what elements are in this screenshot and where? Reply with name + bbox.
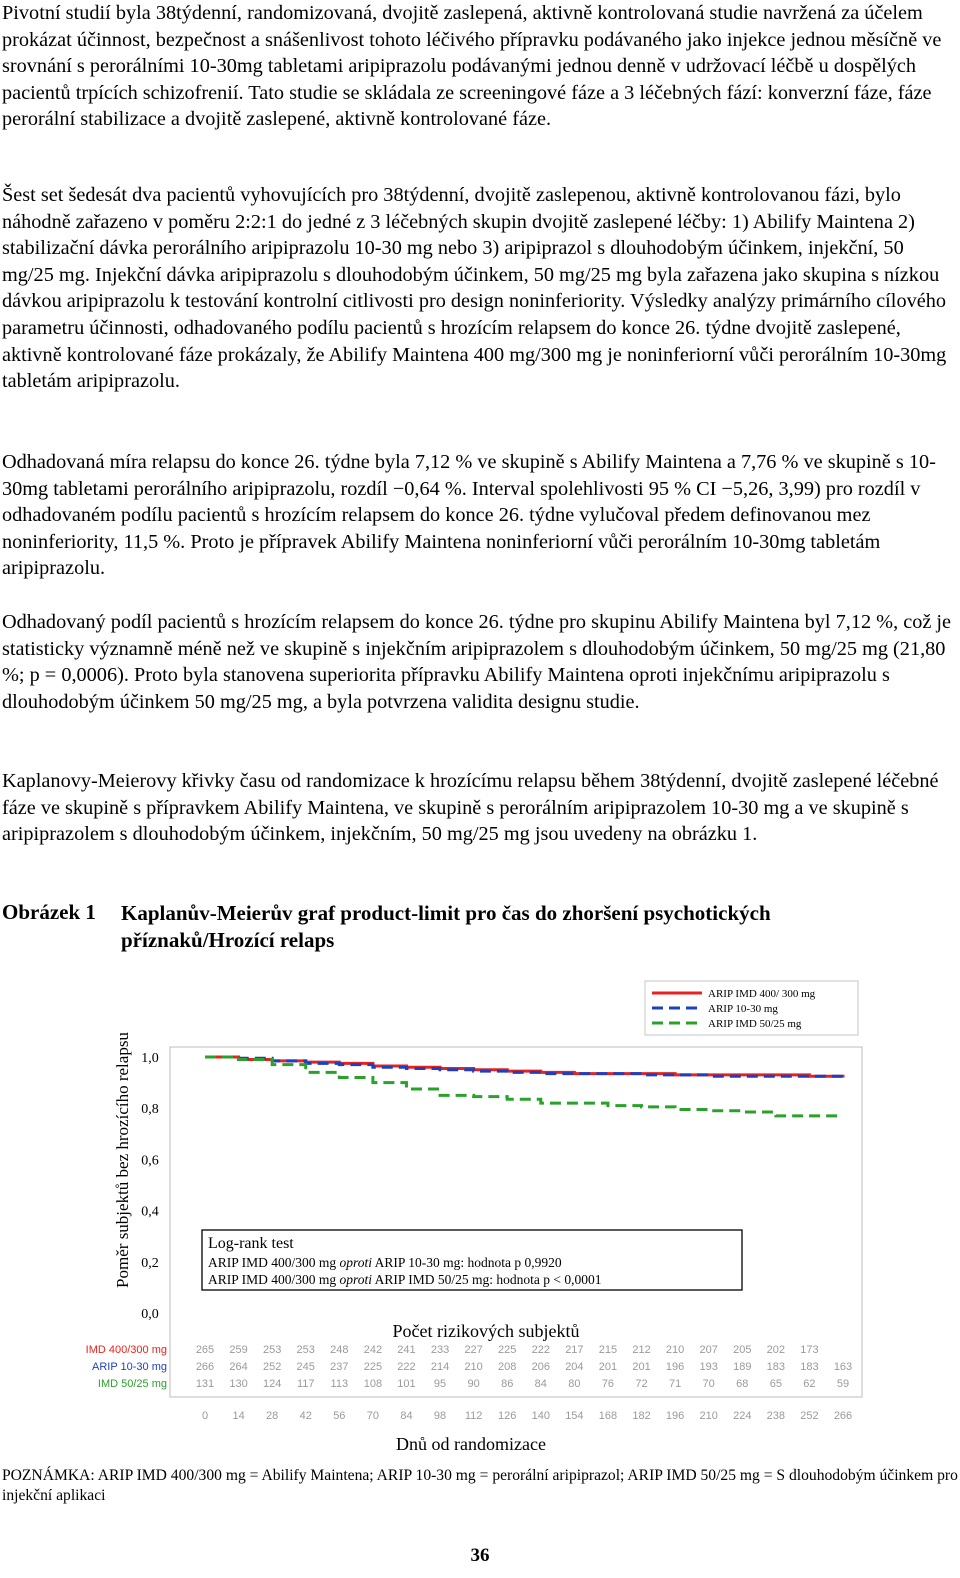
footnote: POZNÁMKA: ARIP IMD 400/300 mg = Abilify Maintena; ARIP 10-30 mg = perorální aripiprazol; ARIP IMD 50/25 mg = S dlouhodobým účinkem pro injekční aplikaci [2,1467,958,1504]
risk-cell: 113 [330,1378,349,1390]
risk-cell: 183 [766,1361,786,1373]
risk-cell: 189 [733,1361,752,1373]
risk-cell: 264 [229,1361,248,1373]
x-tick-labels [202,1410,852,1422]
risk-cell: 225 [363,1361,383,1373]
risk-cell: 227 [464,1344,483,1356]
risk-cell: 206 [531,1361,550,1373]
x-tick-label: 42 [299,1410,312,1422]
risk-cell: 70 [702,1378,715,1390]
risk-cell: 204 [565,1361,584,1373]
risk-cell: 210 [464,1361,483,1373]
risk-cell: 124 [262,1378,282,1390]
risk-cell: 205 [733,1344,752,1356]
risk-cell: 222 [531,1344,550,1356]
risk-cell: 201 [598,1361,618,1373]
x-tick-label: 168 [598,1410,618,1422]
x-tick-label: 98 [433,1410,447,1422]
y-axis-label: Poměr subjektů bez hrozícího relapsu [113,1032,132,1288]
risk-cell: 225 [498,1344,517,1356]
figure-title: Kaplanův-Meierův graf product-limit pro čas do zhoršení psychotických příznaků/Hrozící relaps [121,901,771,952]
x-axis-label: Dnů od randomizace [396,1434,546,1454]
y-tick-label: 0,6 [141,1153,159,1169]
risk-cell: 86 [501,1378,514,1390]
risk-cell: 76 [601,1378,615,1390]
km-curve-3 [205,1057,843,1116]
x-tick-label: 154 [565,1410,584,1422]
risk-cell: 265 [195,1344,215,1356]
x-tick-label: 196 [665,1410,685,1422]
risk-cell: 71 [668,1378,682,1390]
risk-cell: 131 [195,1378,215,1390]
risk-cell: 214 [430,1361,450,1373]
risk-cell: 84 [534,1378,547,1390]
x-tick-label: 0 [201,1410,209,1422]
risk-cell: 253 [262,1344,282,1356]
y-tick-label: 0,4 [141,1204,159,1220]
risk-cell: 266 [195,1361,215,1373]
y-tick-labels [141,1051,159,1322]
risk-cell: 237 [330,1361,349,1373]
km-chart [0,965,960,1465]
x-tick-label: 182 [632,1410,651,1422]
risk-cell: 130 [229,1378,248,1390]
risk-cell: 193 [699,1361,718,1373]
x-tick-label: 112 [464,1410,483,1422]
paragraph-2: Šest set šedesát dva pacientů vyhovujících pro 38týdenní, dvojitě zaslepenou, aktivně kontrolovanou fázi, bylo náhodně zařazeno v poměru 2:2:1 do jedné z 3 léčebných skupin dvojitě zaslepené léčby: 1) Abilify Maintena 2) stabilizační dávka perorálního aripiprazolu 10-30 mg nebo 3) aripiprazol s dlouhodobým účinkem, injekční, 50 mg/25 mg. Injekční dávka aripiprazolu s dlouhodobým účinkem, 50 mg/25 mg byla zařazena jako skupina s nízkou dávkou aripiprazolu k testování kontrolní citlivosti pro design noninferiority. Výsledky analýzy primárního cílového parametru účinnosti, odhadovaného podílu pacientů s hrozícím relapsem do konce 26. týdne dvojitě zaslepené, aktivně kontrolované fáze prokázaly, že Abilify Maintena 400 mg/300 mg je noninferiorní vůči perorálním 10-30mg tabletám aripiprazolu. [2,184,947,393]
risk-row-label: ARIP 10-30 mg [91,1361,167,1373]
risk-cell: 95 [433,1378,447,1390]
risk-cell: 68 [736,1378,749,1390]
risk-cell: 183 [800,1361,819,1373]
risk-cell: 253 [296,1344,315,1356]
risk-table-title: Počet rizikových subjektů [392,1321,580,1341]
page-number: 36 [470,1545,490,1566]
risk-cell: 252 [262,1361,282,1373]
risk-cell: 62 [803,1378,816,1390]
risk-cell: 212 [632,1344,651,1356]
risk-cell: 173 [800,1344,819,1356]
km-curve-1 [205,1057,843,1077]
logrank-line-2: ARIP IMD 400/300 mg oproti ARIP IMD 50/25 mg: hodnota p < 0,0001 [208,1272,602,1287]
risk-cell: 196 [665,1361,685,1373]
y-tick-label: 0,2 [141,1255,159,1271]
x-tick-label: 140 [531,1410,550,1422]
risk-cell: 90 [467,1378,480,1390]
risk-table [86,1344,853,1390]
risk-cell: 215 [598,1344,618,1356]
paragraph-1: Pivotní studií byla 38týdenní, randomizovaná, dvojitě zaslepená, aktivně kontrolovaná studie navržená za účelem prokázat účinnost, bezpečnost a snášenlivost tohoto léčivého přípravku podávaného jako injekce jednou měsíčně ve srovnání s perorálními 10-30mg tabletami aripiprazolu podávanými jednou denně v udržovací léčbě u dospělých pacientů trpících schizofrenií. Tato studie se skládala ze screeningové fáze a 3 léčebných fází: konverzní fáze, fáze perorální stabilizace a dvojitě zaslepené, aktivně kontrolované fáze. [2,2,942,131]
y-tick-label: 0,8 [141,1102,159,1118]
risk-cell: 242 [363,1344,383,1356]
y-tick-label: 0,0 [141,1307,159,1322]
risk-cell: 259 [229,1344,248,1356]
x-tick-label: 252 [800,1410,819,1422]
x-tick-label: 210 [699,1410,718,1422]
risk-cell: 241 [397,1344,416,1356]
figure-label: Obrázek 1 [2,900,96,924]
risk-cell: 245 [296,1361,315,1373]
logrank-heading: Log-rank test [208,1235,294,1252]
paragraph-5: Kaplanovy-Meierovy křivky času od randomizace k hrozícímu relapsu během 38týdenní, dvojitě zaslepené léčebné fáze ve skupině s přípravkem Abilify Maintena, ve skupině s perorálním aripiprazolem 10-30 mg a ve skupině s aripiprazolem s dlouhodobým účinkem, injekčním, 50 mg/25 mg jsou uvedeny na obrázku 1. [2,770,939,846]
x-tick-label: 224 [733,1410,752,1422]
risk-cell: 202 [766,1344,786,1356]
x-tick-label: 84 [400,1410,413,1422]
risk-cell: 210 [665,1344,685,1356]
risk-cell: 59 [836,1378,850,1390]
x-tick-label: 28 [266,1410,279,1422]
risk-cell: 207 [699,1344,718,1356]
risk-cell: 80 [568,1378,581,1390]
risk-row-label: IMD 50/25 mg [97,1378,167,1390]
risk-cell: 248 [330,1344,349,1356]
paragraph-3: Odhadovaná míra relapsu do konce 26. týdne byla 7,12 % ve skupině s Abilify Maintena a 7,76 % ve skupině s 10-30mg tabletami perorálního aripiprazolu, rozdíl −0,64 %. Interval spolehlivosti 95 % CI −5,26, 3,99) pro rozdíl v odhadovaném podílu pacientů s hrozícím relapsem do konce 26. týdne vylučoval předem definovanou mez noninferiority, 11,5 %. Proto je přípravek Abilify Maintena noninferiorní vůči perorálním 10-30mg tabletám aripiprazolu. [2,451,936,580]
legend-label: ARIP 10-30 mg [708,1003,778,1015]
risk-cell: 208 [498,1361,517,1373]
km-curves [205,1057,843,1116]
paragraph-4: Odhadovaný podíl pacientů s hrozícím relapsem do konce 26. týdne pro skupinu Abilify Maintena byl 7,12 %, což je statisticky významně méně než ve skupině s injekčním aripiprazolem s dlouhodobým účinkem, 50 mg/25 mg (21,80 %; p = 0,0006). Proto byla stanovena superiorita přípravku Abilify Maintena oproti injekčnímu aripiprazolu s dlouhodobým účinkem 50 mg/25 mg, a byla potvrzena validita designu studie. [2,611,952,713]
x-tick-label: 70 [366,1410,380,1422]
risk-cell: 163 [833,1361,853,1373]
risk-cell: 72 [635,1378,648,1390]
risk-cell: 222 [397,1361,416,1373]
logrank-line-1: ARIP IMD 400/300 mg oproti ARIP 10-30 mg: hodnota p 0,9920 [208,1255,562,1270]
legend-label: ARIP IMD 50/25 mg [708,1018,802,1030]
x-tick-label: 14 [232,1410,245,1422]
legend-label: ARIP IMD 400/ 300 mg [708,988,816,1000]
risk-cell: 101 [397,1378,416,1390]
x-tick-label: 126 [498,1410,517,1422]
risk-row-label: IMD 400/300 mg [85,1344,167,1356]
risk-cell: 108 [363,1378,383,1390]
risk-cell: 233 [430,1344,450,1356]
x-tick-label: 56 [333,1410,346,1422]
risk-cell: 117 [296,1378,315,1390]
risk-cell: 201 [632,1361,651,1373]
y-tick-label: 1,0 [141,1051,159,1066]
x-tick-label: 266 [833,1410,853,1422]
x-tick-label: 238 [766,1410,786,1422]
risk-cell: 217 [565,1344,584,1356]
risk-cell: 65 [769,1378,782,1390]
